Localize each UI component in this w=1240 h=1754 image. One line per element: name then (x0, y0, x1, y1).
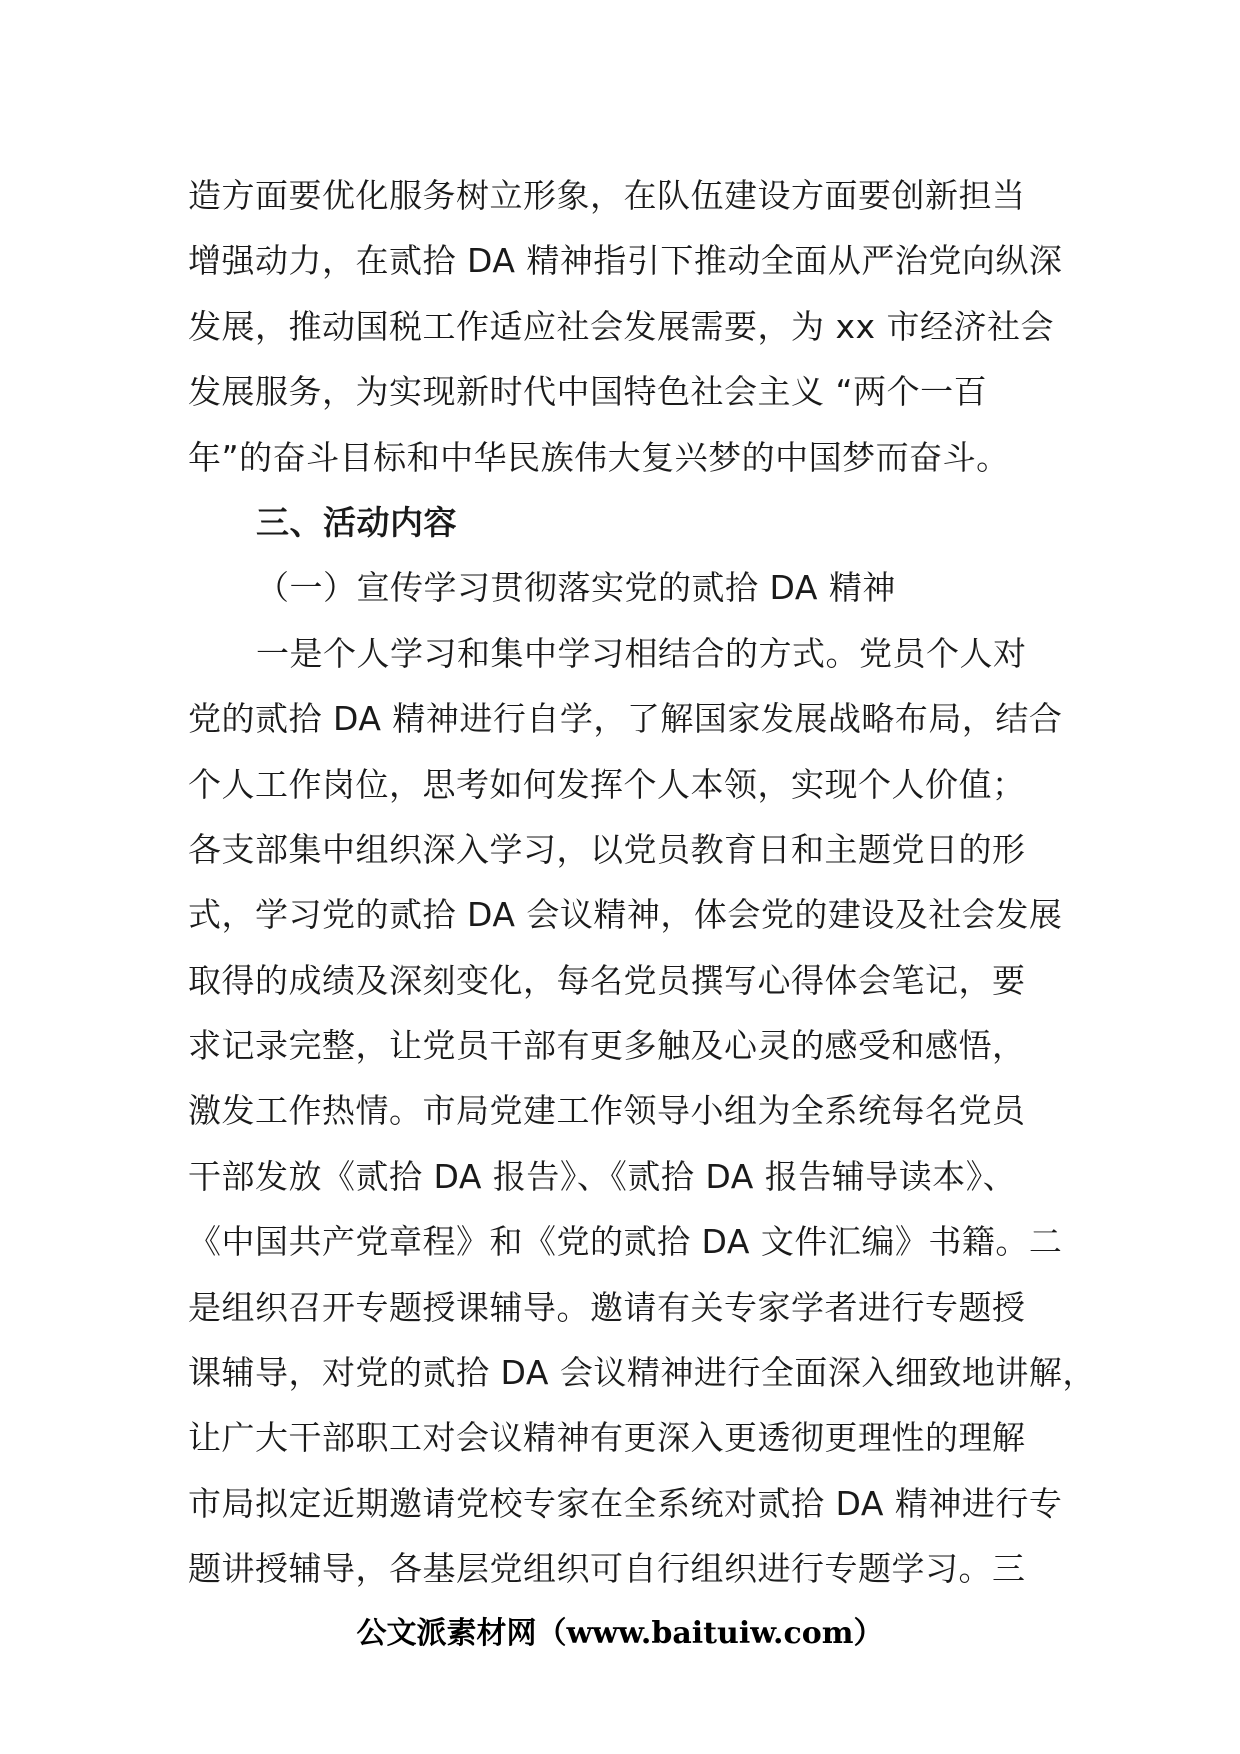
body-line: 各支部集中组织深入学习，以党员教育日和主题党日的形 (188, 829, 1026, 869)
section-heading: 三、活动内容 (256, 502, 457, 542)
body-line: 年”的奋斗目标和中华民族伟大复兴梦的中国梦而奋斗。 (188, 437, 1010, 477)
body-line: 是组织召开专题授课辅导。邀请有关专家学者进行专题授 (188, 1287, 1026, 1327)
body-line: 式，学习党的贰拾 DA 会议精神，体会党的建设及社会发展 (188, 895, 1063, 935)
footer-watermark: 公文派素材网（www.baituiw.com） (356, 1616, 884, 1651)
subsection-heading: （一）宣传学习贯彻落实党的贰拾 DA 精神 (256, 568, 896, 608)
body-line: 市局拟定近期邀请党校专家在全系统对贰拾 DA 精神进行专 (188, 1483, 1063, 1523)
body-line: 干部发放《贰拾 DA 报告》、《贰拾 DA 报告辅导读本》、 (188, 1156, 1017, 1196)
body-line: 一是个人学习和集中学习相结合的方式。党员个人对 (256, 633, 1027, 673)
document-body (188, 163, 1096, 1602)
body-line: 党的贰拾 DA 精神进行自学，了解国家发展战略布局，结合 (188, 699, 1063, 739)
body-line: 课辅导，对党的贰拾 DA 会议精神进行全面深入细致地讲解， (188, 1353, 1096, 1393)
body-line: 求记录完整，让党员干部有更多触及心灵的感受和感悟， (188, 1026, 1026, 1066)
body-line: 取得的成绩及深刻变化，每名党员撰写心得体会笔记，要 (188, 960, 1026, 1000)
body-line: 个人工作岗位，思考如何发挥个人本领，实现个人价值； (188, 764, 1026, 804)
body-line: 题讲授辅导，各基层党组织可自行组织进行专题学习。三 (188, 1549, 1026, 1589)
body-line: 让广大干部职工对会议精神有更深入更透彻更理性的理解 (188, 1418, 1026, 1458)
body-line: 发展，推动国税工作适应社会发展需要，为 xx 市经济社会 (188, 306, 1055, 346)
body-line: 发展服务，为实现新时代中国特色社会主义 “两个一百 (188, 372, 988, 412)
body-line: 增强动力，在贰拾 DA 精神指引下推动全面从严治党向纵深 (188, 241, 1063, 281)
body-line: 造方面要优化服务树立形象，在队伍建设方面要创新担当 (188, 176, 1026, 215)
body-line: 《中国共产党章程》和《党的贰拾 DA 文件汇编》书籍。二 (188, 1222, 1063, 1262)
body-line: 激发工作热情。市局党建工作领导小组为全系统每名党员 (188, 1091, 1026, 1131)
